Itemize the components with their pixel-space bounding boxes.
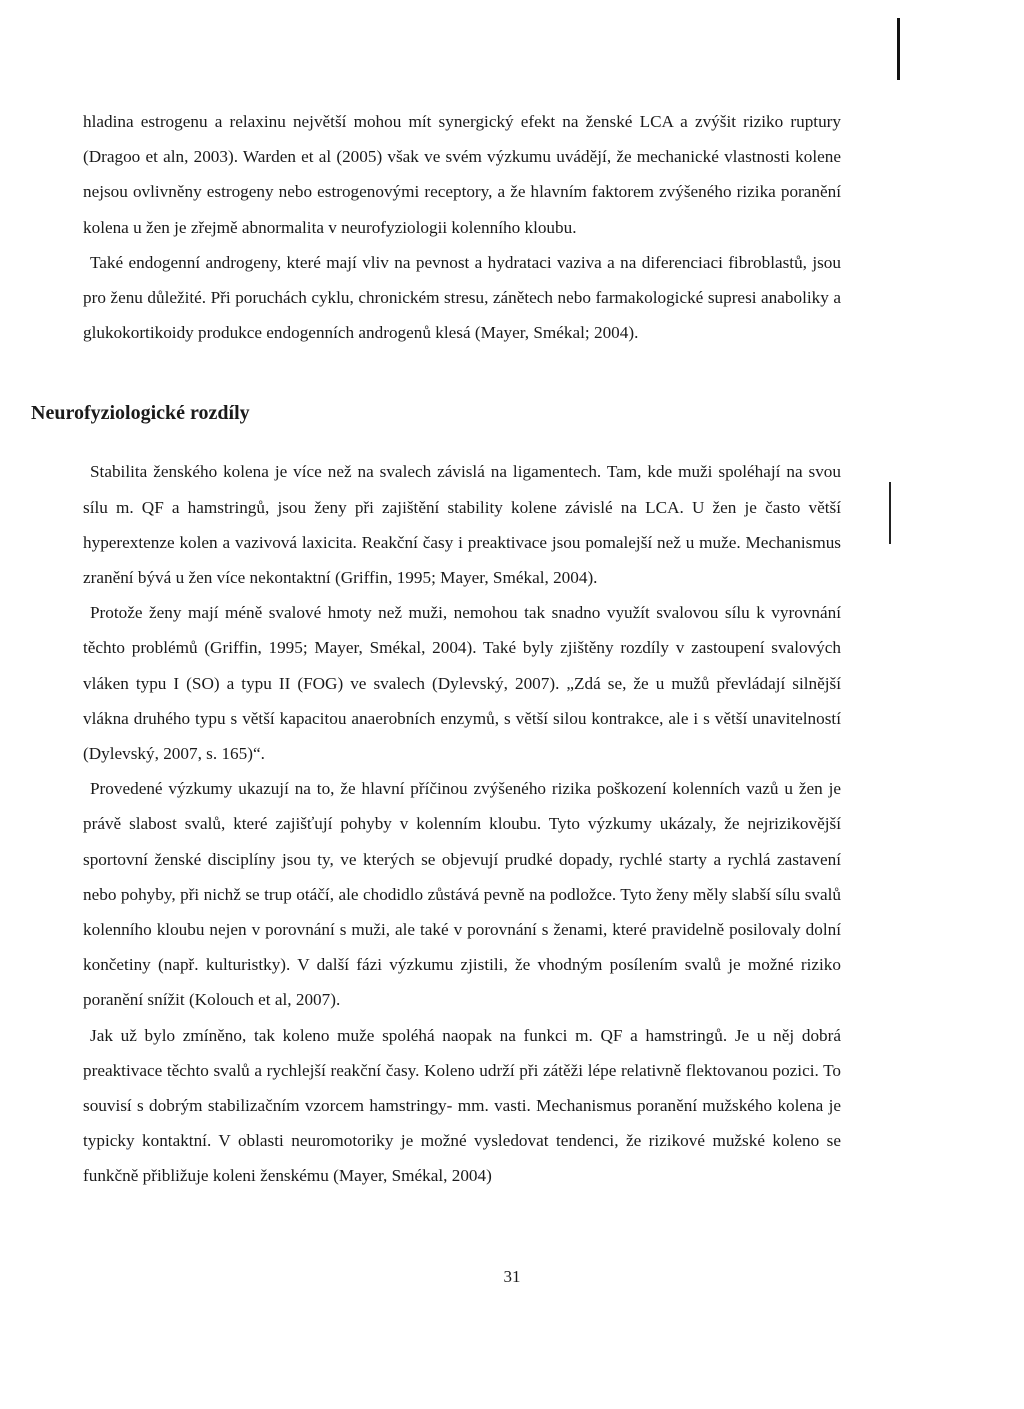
margin-scan-mark: [897, 18, 900, 80]
section-heading: Neurofyziologické rozdíly: [31, 402, 250, 425]
heading-block: [31, 350, 841, 454]
page-number: 31: [503, 1267, 521, 1286]
page-body: [31, 104, 841, 1194]
paragraph-androgens: Také endogenní androgeny, které mají vliv na pevnost a hydrataci vaziva a na diferenciaci fibroblastů, jsou pro ženu důležité. Při poruchách cyklu, chronickém stresu, zánětech nebo farmakologické supresi anaboliky a glukokortikoidy produkce endogenních androgenů klesá (Mayer, Smékal; 2004).: [83, 252, 841, 343]
paragraph-estrogen: hladina estrogenu a relaxinu největší mohou mít synergický efekt na ženské LCA a zvýšit riziko ruptury (Dragoo et aln, 2003). Warden et al (2005) však ve svém výzkumu uvádějí, že mechanické vlastnosti kolene nejsou ovlivněny estrogeny nebo estrogenovými receptory, a že hlavním faktorem zvýšeného rizika poranění kolena u žen je zřejmě abnormalita v neurofyziologii kolenního kloubu.: [83, 112, 841, 237]
paragraph-muscle-mass: Protože ženy mají méně svalové hmoty než muži, nemohou tak snadno využít svalovou sílu k vyrovnání těchto problémů (Griffin, 1995; Mayer, Smékal, 2004). Také byly zjištěny rozdíly v zastoupení svalových vláken typu I (SO) a typu II (FOG) ve svalech (Dylevský, 2007). „Zdá se, že u mužů převládají silnější vlákna druhého typu s větší kapacitou anaerobních enzymů, s větší silou kontrakce, ale i s větší unavitelností (Dylevský, 2007, s. 165)“.: [83, 603, 841, 764]
side-scan-mark: [889, 482, 891, 544]
paragraph-stability: Stabilita ženského kolena je více než na svalech závislá na ligamentech. Tam, kde muži spoléhají na svou sílu m. QF a hamstringů, jsou ženy při zajištění stability kolene závislé na LCA. U žen je často větší hyperextenze kolen a vazivová laxicita. Reakční časy i preaktivace jsou pomalejší než u muže. Mechanismus zranění bývá u žen více nekontaktní (Griffin, 1995; Mayer, Smékal, 2004).: [83, 462, 841, 588]
paragraph-research: Provedené výzkumy ukazují na to, že hlavní příčinou zvýšeného rizika poškození kolenních vazů u žen je právě slabost svalů, které zajišťují pohyby v kolenním kloubu. Tyto výzkumy ukázaly, že nejrizikovější sportovní ženské disciplíny jsou ty, ve kterých se objevují prudké dopady, rychlé starty a rychlá zastavení nebo pohyby, při nichž se trup otáčí, ale chodidlo zůstává pevně na podložce. Tyto ženy měly slabší sílu svalů kolenního kloubu nejen v porovnání s muži, ale také v porovnání s ženami, které pravidelně posilovaly dolní končetiny (např. kulturistky). V další fázi výzkumu zjistili, že vhodným posílením svalů je možné riziko poranění snížit (Kolouch et al, 2007).: [83, 779, 841, 1010]
paragraph-male-knee: Jak už bylo zmíněno, tak koleno muže spoléhá naopak na funkci m. QF a hamstringů. Je u něj dobrá preaktivace těchto svalů a rychlejší reakční časy. Koleno udrží při zátěži lépe relativně flektovanou pozici. To souvisí s dobrým stabilizačním vzorcem hamstringy- mm. vasti. Mechanismus poranění mužského kolena je typicky kontaktní. V oblasti neuromotoriky je možné vysledovat tendenci, že rizikové mužské koleno se funkčně přibližuje koleni ženskému (Mayer, Smékal, 2004): [83, 1025, 841, 1186]
